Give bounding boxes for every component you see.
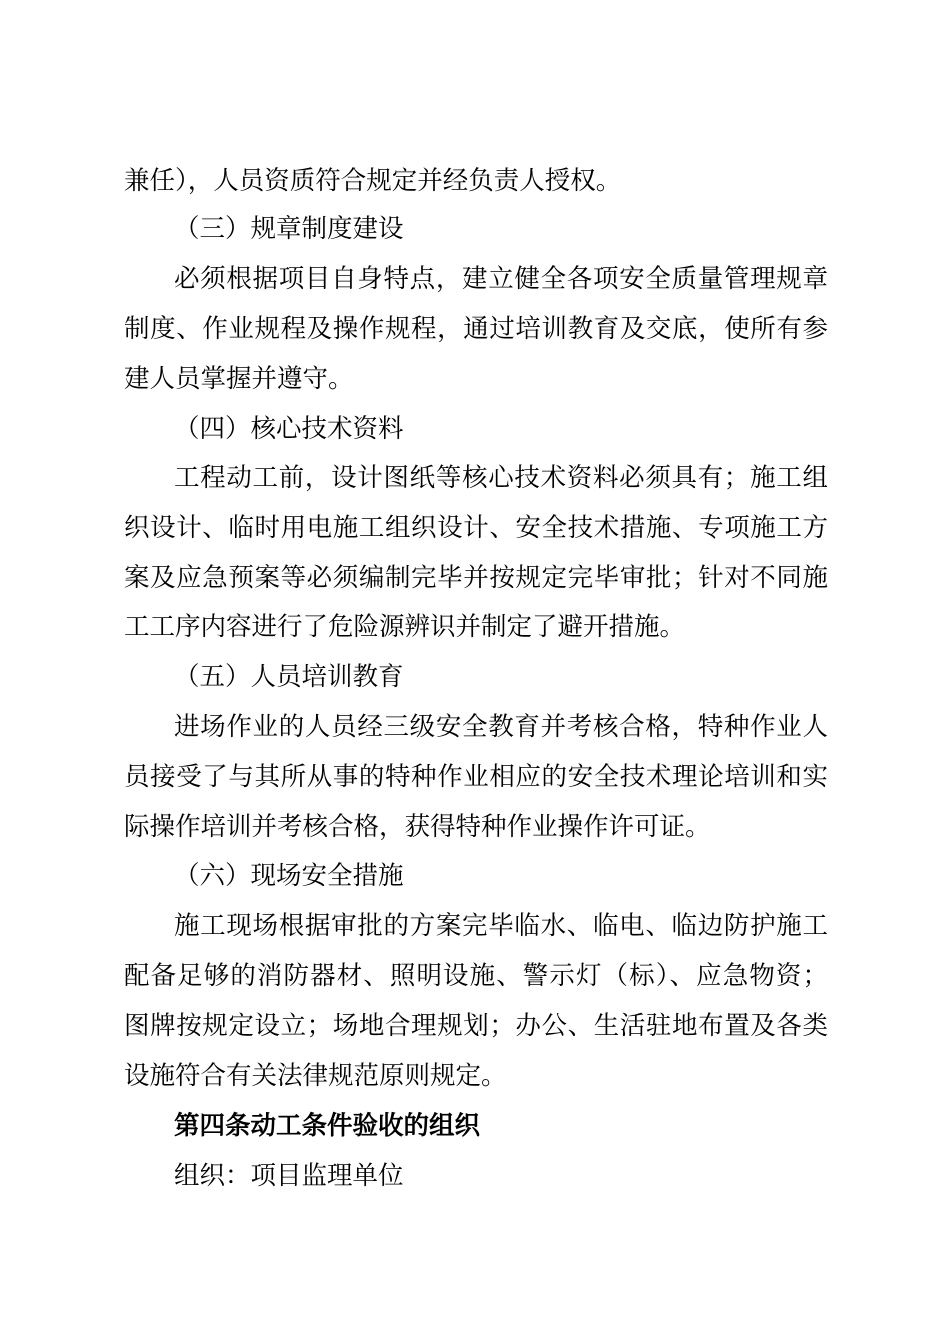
paragraph-line: 施工现场根据审批的方案完毕临水、临电、临边防护施工: [174, 911, 828, 941]
paragraph-line: 织设计、临时用电施工组织设计、安全技术措施、专项施工方: [124, 513, 828, 543]
paragraph-line: 工程动工前，设计图纸等核心技术资料必须具有；施工组: [174, 463, 828, 493]
paragraph-line: 际操作培训并考核合格，获得特种作业操作许可证。: [124, 812, 711, 842]
paragraph-line: 图牌按规定设立；场地合理规划；办公、生活驻地布置及各类: [124, 1011, 828, 1041]
paragraph-line: 案及应急预案等必须编制完毕并按规定完毕审批；针对不同施: [124, 563, 828, 593]
paragraph-line: 制度、作业规程及操作规程，通过培训教育及交底，使所有参: [124, 314, 828, 344]
paragraph-line: 兼任），人员资质符合规定并经负责人授权。: [124, 166, 622, 196]
paragraph-line: 必须根据项目自身特点，建立健全各项安全质量管理规章: [174, 264, 828, 294]
paragraph-line: 组织：项目监理单位: [174, 1161, 404, 1191]
paragraph-line: 进场作业的人员经三级安全教育并考核合格，特种作业人: [174, 712, 828, 742]
paragraph-line: 建人员掌握并遵守。: [124, 364, 354, 394]
section-heading-6: （六）现场安全措施: [174, 861, 404, 891]
section-heading-4: （四）核心技术资料: [174, 414, 404, 444]
article-heading: 第四条动工条件验收的组织: [174, 1111, 481, 1141]
paragraph-line: 工工序内容进行了危险源辨识并制定了避开措施。: [124, 612, 686, 642]
paragraph-line: 员接受了与其所从事的特种作业相应的安全技术理论培训和实: [124, 762, 828, 792]
paragraph-line: 设施符合有关法律规范原则规定。: [124, 1061, 507, 1091]
section-heading-3: （三）规章制度建设: [174, 214, 404, 244]
section-heading-5: （五）人员培训教育: [174, 662, 404, 692]
paragraph-line: 配备足够的消防器材、照明设施、警示灯（标）、应急物资；: [124, 961, 828, 991]
